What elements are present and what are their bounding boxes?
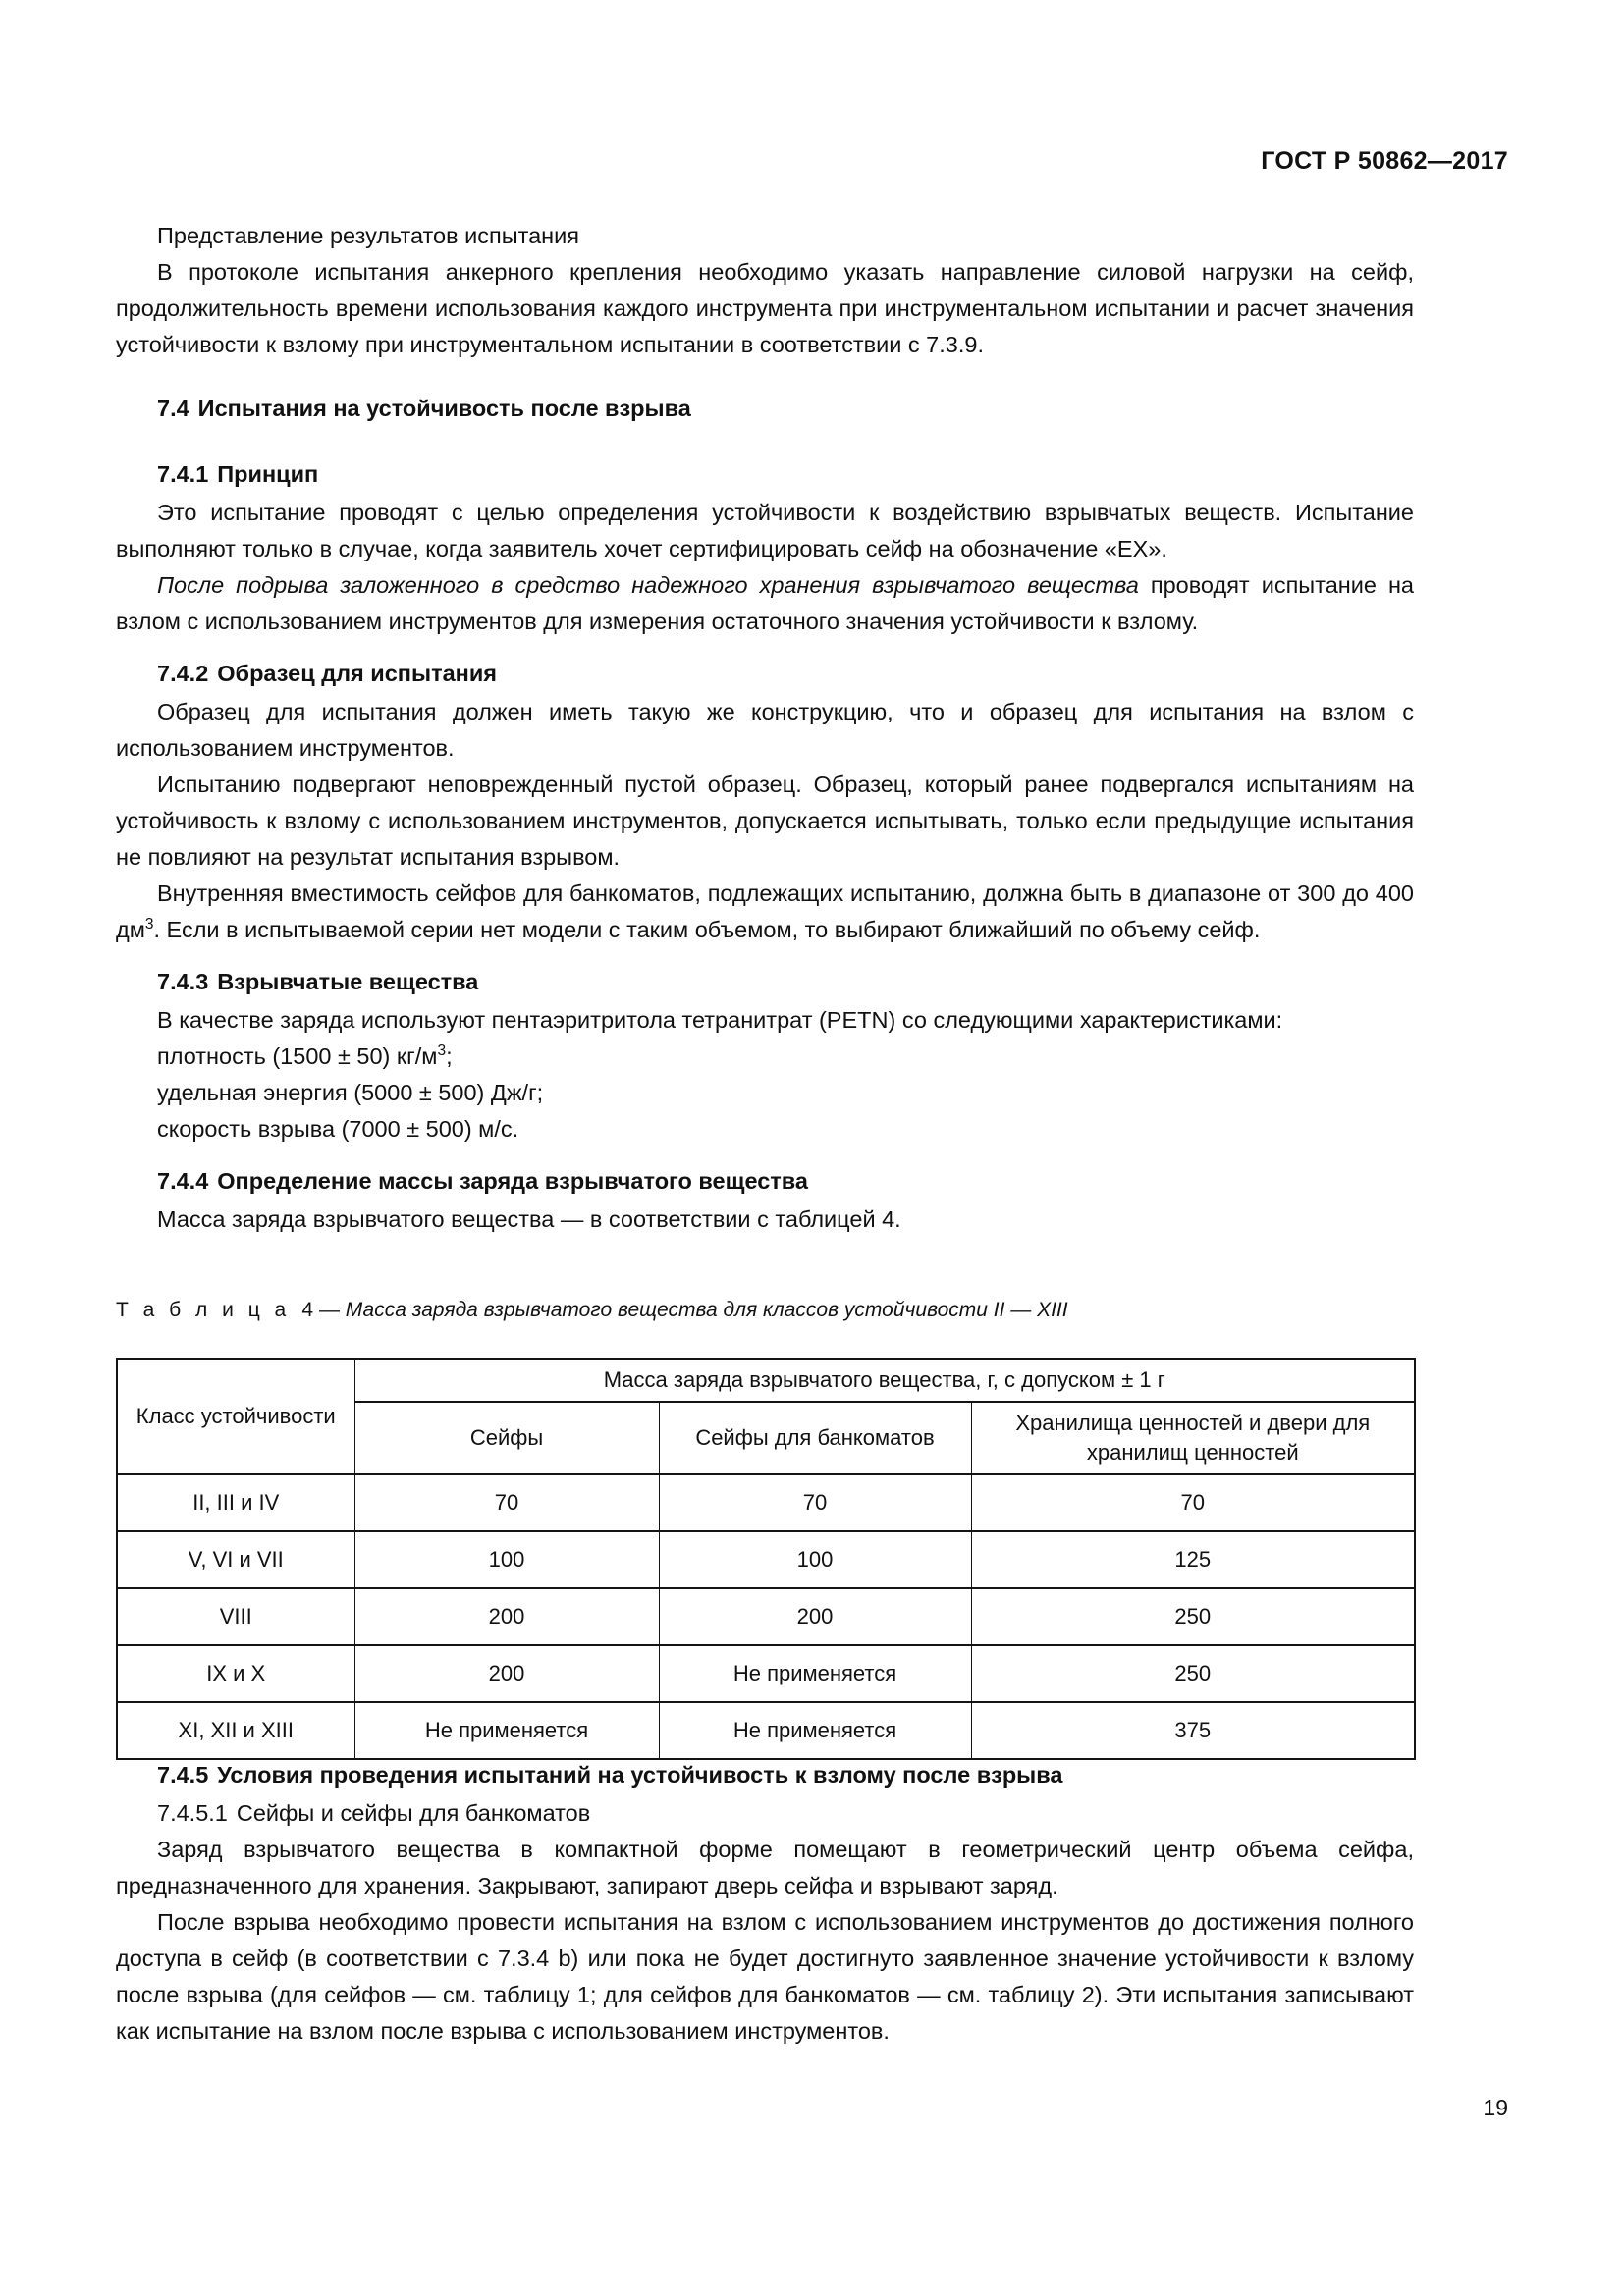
cell-atm-safes: Не применяется	[659, 1645, 971, 1702]
paragraph-7-4-4-charge-mass: Масса заряда взрывчатого вещества — в соответствии с таблицей 4.	[157, 1206, 901, 1232]
heading-7-4-2-title: Образец для испытания	[217, 661, 498, 686]
cell-safes: Не применяется	[354, 1702, 659, 1759]
heading-7-4-number: 7.4	[157, 396, 189, 421]
table-row	[117, 1645, 1415, 1702]
heading-7-4-5-title: Условия проведения испытаний на устойчивость к взлому после взрыва	[217, 1762, 1063, 1788]
paragraph-7-4-2-undamaged-specimen: Испытанию подвергают неповрежденный пустой образец. Образец, который ранее подвергался испытаниям на устойчивость к взлому с использованием инструментов, допускается испытывать, только если предыдущие испытания не повлияют на результат испытания взрывом.	[116, 772, 1414, 870]
heading-7-4-5-1	[116, 1795, 1414, 1832]
cell-vaults: 70	[971, 1474, 1415, 1531]
paragraph-7-4-5-1-post-explosion-testing: После взрыва необходимо провести испытания на взлом с использованием инструментов до достижения полного доступа в сейф (в соответствии с 7.3.4 b) или пока не будет достигнуто заявленное значение устойчивости к взлому после взрыва (для сейфов — см. таблицу 1; для сейфов для банкоматов — см. таблицу 2). Эти испытания записывают как испытание на взлом после взрыва с использованием инструментов.	[116, 1909, 1414, 2044]
header-cell-vaults: Хранилища ценностей и двери для хранилищ ценностей	[971, 1402, 1415, 1474]
internal-volume-text-b: . Если в испытываемой серии нет модели с таким объемом, то выбирают ближайший по объему сейф.	[153, 917, 1261, 942]
heading-7-4-5-1-title: Сейфы и сейфы для банкоматов	[236, 1800, 591, 1826]
cell-vaults: 250	[971, 1645, 1415, 1702]
table-row	[117, 1531, 1415, 1588]
page-number: 19	[1483, 2095, 1508, 2120]
heading-7-4-1-title: Принцип	[217, 461, 319, 487]
paragraph-results-title: Представление результатов испытания	[157, 223, 579, 248]
table-body	[117, 1474, 1415, 1759]
document-body-upper	[116, 218, 1414, 1238]
heading-7-4-5-1-number: 7.4.5.1	[157, 1800, 228, 1826]
italic-phrase-after-detonation: После подрыва заложенного в средство надежного хранения взрывчатого вещества	[157, 572, 1139, 598]
cell-resistance-class: XI, XII и XIII	[117, 1702, 354, 1759]
cubic-exponent-m: 3	[437, 1042, 447, 1060]
list-item-specific-energy: удельная энергия (5000 ± 500) Дж/г;	[157, 1080, 544, 1105]
table-header-row-1	[117, 1359, 1415, 1402]
table-row	[117, 1588, 1415, 1645]
cell-atm-safes: 200	[659, 1588, 971, 1645]
heading-7-4-5	[116, 1757, 1414, 1793]
cell-vaults: 250	[971, 1588, 1415, 1645]
paragraph-7-4-2-internal-volume	[116, 876, 1414, 948]
cell-resistance-class: VIII	[117, 1588, 354, 1645]
paragraph-7-4-1-after-detonation	[116, 567, 1414, 640]
cell-resistance-class: II, III и IV	[117, 1474, 354, 1531]
list-item-density-text-b: ;	[446, 1043, 453, 1069]
header-cell-atm-safes: Сейфы для банкоматов	[659, 1402, 971, 1474]
cell-atm-safes: 70	[659, 1474, 971, 1531]
header-cell-resistance-class: Класс устойчивости	[117, 1359, 354, 1474]
cell-safes: 200	[354, 1588, 659, 1645]
heading-7-4-3-number: 7.4.3	[157, 969, 209, 994]
cell-vaults: 125	[971, 1531, 1415, 1588]
spacer	[116, 363, 1414, 375]
heading-7-4-4-number: 7.4.4	[157, 1168, 209, 1194]
table-caption-text: Масса заряда взрывчатого вещества для классов устойчивости II — XIII	[345, 1299, 1068, 1321]
heading-7-4-2-number: 7.4.2	[157, 661, 209, 686]
table-caption-dash: —	[318, 1299, 340, 1321]
table-4-caption	[116, 1296, 1422, 1325]
cell-vaults: 375	[971, 1702, 1415, 1759]
cell-atm-safes: 100	[659, 1531, 971, 1588]
cubic-exponent-dm: 3	[144, 916, 154, 934]
list-item-density-text-a: плотность (1500 ± 50) кг/м	[157, 1043, 438, 1069]
heading-7-4-4-title: Определение массы заряда взрывчатого вещества	[217, 1168, 808, 1194]
paragraph-7-4-1-remainder: проводят испытание на взлом с использованием инструментов для измерения остаточного значения устойчивости к взлому.	[116, 572, 1414, 634]
heading-7-4-2	[116, 656, 1414, 692]
heading-7-4	[116, 391, 1414, 427]
heading-7-4-5-number: 7.4.5	[157, 1762, 209, 1788]
header-cell-charge-mass-span: Масса заряда взрывчатого вещества, г, с допуском ± 1 г	[354, 1359, 1415, 1402]
paragraph-7-4-3-petn: В качестве заряда используют пентаэритритола тетранитрат (PETN) со следующими характеристиками:	[157, 1007, 1283, 1033]
header-cell-safes: Сейфы	[354, 1402, 659, 1474]
heading-7-4-1-number: 7.4.1	[157, 461, 209, 487]
table-caption-number: 4	[301, 1299, 314, 1321]
table-4-charge-mass	[116, 1358, 1416, 1760]
list-item-density	[116, 1039, 1414, 1075]
cell-resistance-class: V, VI и VII	[117, 1531, 354, 1588]
document-body-lower	[116, 1741, 1414, 2050]
paragraph-7-4-5-1-charge-placement: Заряд взрывчатого вещества в компактной форме помещают в геометрический центр объема сейфа, предназначенного для хранения. Закрывают, запирают дверь сейфа и взрывают заряд.	[116, 1837, 1414, 1898]
paragraph-results-text: В протоколе испытания анкерного крепления необходимо указать направление силовой нагрузки на сейф, продолжительность времени использования каждого инструмента при инструментальном испытании и расчет значения устойчивости к взлому при инструментальном испытании в соответствии с 7.3.9.	[116, 259, 1414, 357]
spacer	[116, 429, 1414, 441]
heading-7-4-title: Испытания на устойчивость после взрыва	[197, 396, 691, 421]
heading-7-4-4	[116, 1163, 1414, 1200]
heading-7-4-3	[116, 964, 1414, 1000]
cell-safes: 70	[354, 1474, 659, 1531]
table-head	[117, 1359, 1415, 1474]
list-item-detonation-velocity: скорость взрыва (7000 ± 500) м/с.	[157, 1116, 519, 1142]
standard-number-header: ГОСТ Р 50862—2017	[1261, 147, 1508, 175]
table-row	[117, 1474, 1415, 1531]
internal-volume-text-a: Внутренняя вместимость сейфов для банкоматов, подлежащих испытанию, должна быть в диапазоне от 300 до 400 дм	[116, 881, 1414, 942]
cell-resistance-class: IX и X	[117, 1645, 354, 1702]
cell-atm-safes: Не применяется	[659, 1702, 971, 1759]
paragraph-7-4-1-principle: Это испытание проводят с целью определения устойчивости к воздействию взрывчатых веществ. Испытание выполняют только в случае, когда заявитель хочет сертифицировать сейф на обозначение «EX».	[116, 500, 1414, 561]
table-caption-label: Т а б л и ц а	[116, 1299, 291, 1321]
heading-7-4-1	[116, 456, 1414, 493]
cell-safes: 200	[354, 1645, 659, 1702]
heading-7-4-3-title: Взрывчатые вещества	[217, 969, 479, 994]
cell-safes: 100	[354, 1531, 659, 1588]
paragraph-7-4-2-specimen-construction: Образец для испытания должен иметь такую же конструкцию, что и образец для испытания на взлом с использованием инструментов.	[116, 699, 1414, 761]
